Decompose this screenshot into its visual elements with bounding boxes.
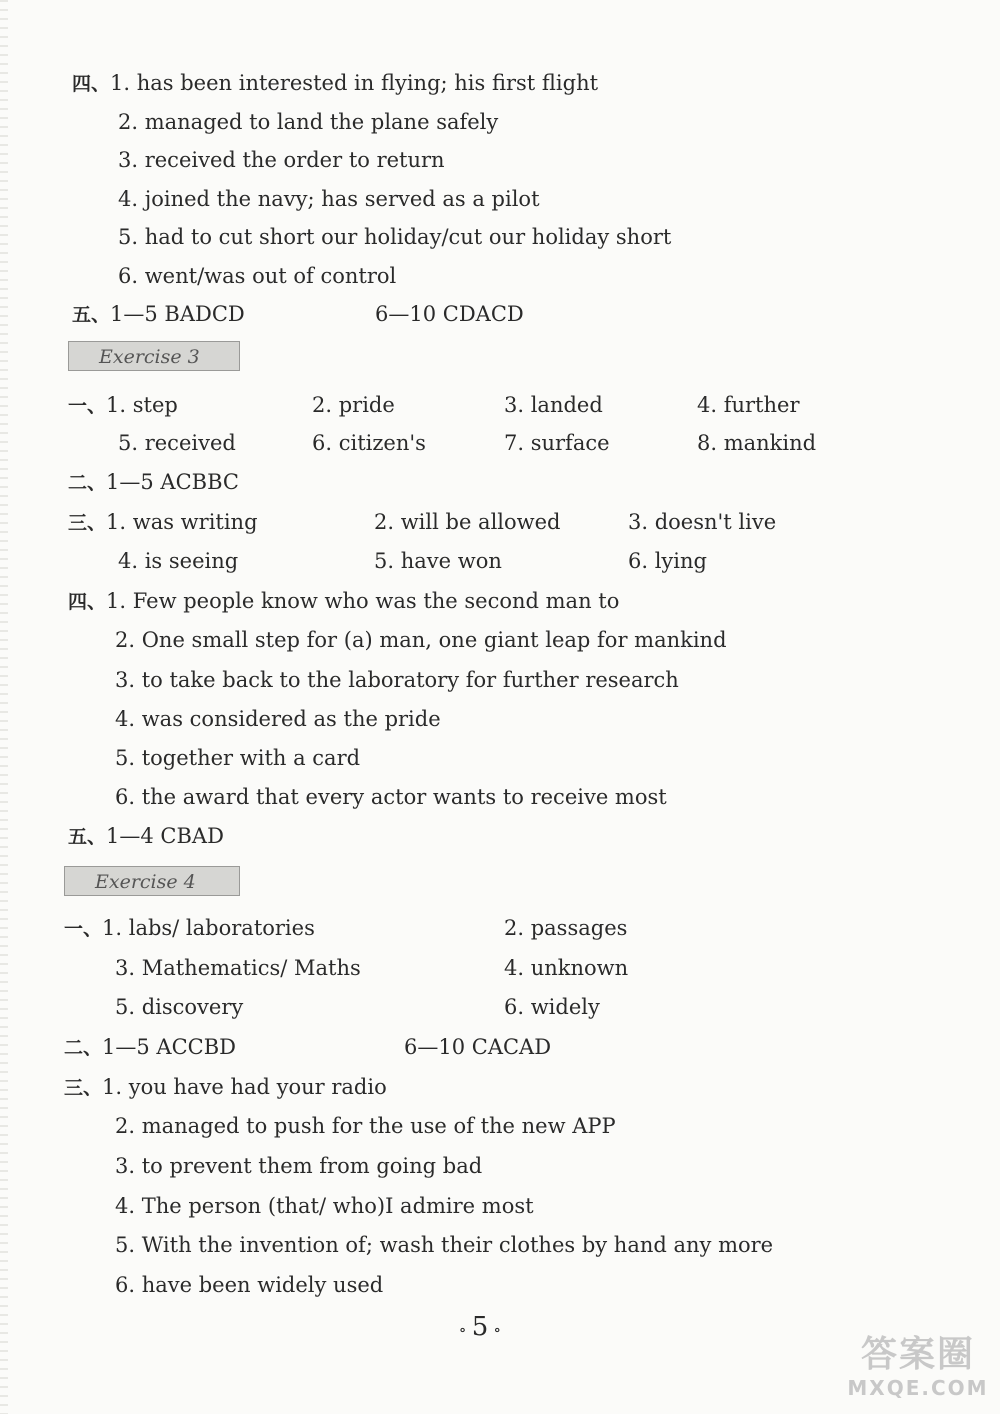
section-label: 二、: [64, 1037, 103, 1059]
exercise-banner: Exercise 3: [68, 341, 240, 371]
watermark-url: MXQE.COM: [847, 1376, 989, 1400]
answer-item: 1—4 CBAD: [106, 824, 224, 848]
answer-item: 1. has been interested in flying; his first flight: [110, 71, 599, 95]
section-label: 五、: [68, 826, 107, 848]
answer-row: [68, 586, 619, 617]
answer-item: 3. Mathematics/ Maths: [115, 956, 361, 980]
answer-item: 2. managed to land the plane safely: [118, 110, 499, 134]
answer-item: 6—10 CACAD: [404, 1035, 552, 1059]
answer-item: 2. pride: [312, 393, 395, 417]
answer-item: 4. was considered as the pride: [115, 707, 441, 731]
answer-row: [64, 1032, 236, 1063]
page-number: ∘ 5 ∘: [458, 1312, 502, 1342]
answer-item: 1—5 ACCBD: [102, 1035, 236, 1059]
answer-item: 6—10 CDACD: [375, 302, 524, 326]
answer-item: 5. received: [118, 431, 236, 455]
answer-item: 6. have been widely used: [115, 1273, 384, 1297]
answer-item: 2. will be allowed: [374, 510, 561, 534]
scan-edge: [0, 0, 8, 1414]
answer-item: 4. unknown: [504, 956, 629, 980]
answer-item: 5. With the invention of; wash their clothes by hand any more: [115, 1233, 774, 1257]
exercise-banner: Exercise 4: [64, 866, 240, 896]
answer-item: 1. labs/ laboratories: [102, 916, 315, 940]
answer-row: [64, 1072, 387, 1103]
answer-item: 4. is seeing: [118, 549, 239, 573]
section-label: 三、: [64, 1077, 103, 1099]
section-label: 一、: [64, 918, 103, 940]
answer-item: 3. doesn't live: [628, 510, 777, 534]
answer-row: [72, 68, 598, 99]
answer-item: 2. passages: [504, 916, 628, 940]
answer-item: 6. the award that every actor wants to receive most: [115, 785, 667, 809]
answer-item: 6. citizen's: [312, 431, 426, 455]
answer-item: 4. further: [697, 393, 800, 417]
answer-row: [64, 913, 315, 944]
answer-item: 3. landed: [504, 393, 603, 417]
answer-item: 6. lying: [628, 549, 707, 573]
answer-item: 3. to prevent them from going bad: [115, 1154, 483, 1178]
section-label: 二、: [68, 472, 107, 494]
answer-item: 5. had to cut short our holiday/cut our holiday short: [118, 225, 672, 249]
watermark-logo: [838, 1335, 998, 1411]
section-label: 四、: [72, 73, 111, 95]
answer-item: 2. One small step for (a) man, one giant leap for mankind: [115, 628, 727, 652]
answer-item: 4. The person (that/ who)I admire most: [115, 1194, 534, 1218]
answer-row: [72, 299, 245, 330]
answer-item: 2. managed to push for the use of the new APP: [115, 1114, 616, 1138]
answer-item: 1—5 BADCD: [110, 302, 245, 326]
section-label: 四、: [68, 591, 107, 613]
answer-item: 5. have won: [374, 549, 502, 573]
answer-item: 1. you have had your radio: [102, 1075, 387, 1099]
answer-row: [68, 467, 239, 498]
answer-row: [68, 390, 178, 421]
answer-item: 5. together with a card: [115, 746, 361, 770]
answer-item: 1. Few people know who was the second man to: [106, 589, 620, 613]
answer-item: 3. received the order to return: [118, 148, 445, 172]
section-label: 五、: [72, 304, 111, 326]
answer-item: 4. joined the navy; has served as a pilot: [118, 187, 540, 211]
answer-item: 6. widely: [504, 995, 600, 1019]
answer-item: 6. went/was out of control: [118, 264, 397, 288]
answer-item: 3. to take back to the laboratory for further research: [115, 668, 679, 692]
answer-item: 1—5 ACBBC: [106, 470, 239, 494]
answer-row: [68, 821, 224, 852]
section-label: 一、: [68, 395, 107, 417]
answer-item: 1. step: [106, 393, 178, 417]
answer-item: 5. discovery: [115, 995, 244, 1019]
watermark-text: 答案圈: [860, 1334, 975, 1375]
answer-item: 1. was writing: [106, 510, 258, 534]
answer-row: [68, 507, 258, 538]
answer-item: 8. mankind: [697, 431, 817, 455]
answer-item: 7. surface: [504, 431, 610, 455]
section-label: 三、: [68, 512, 107, 534]
